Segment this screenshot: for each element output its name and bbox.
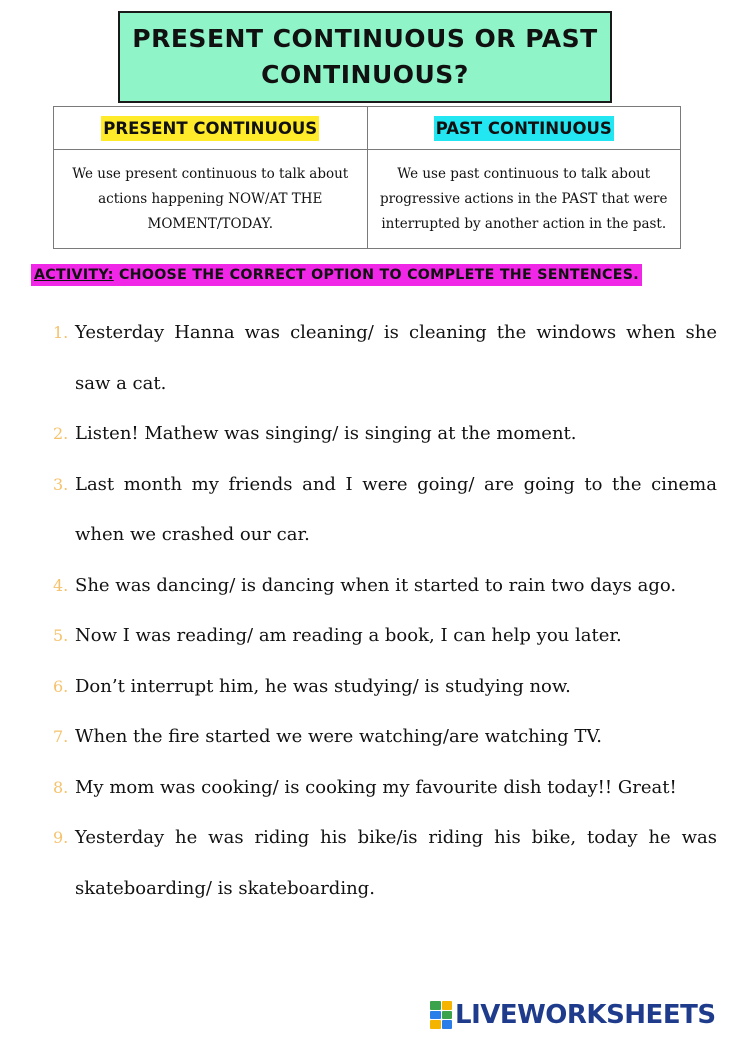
sentence-text: My mom was cooking/ is cooking my favourite dish today!! Great!: [75, 776, 677, 798]
item-number: 6.: [53, 676, 69, 696]
activity-label: ACTIVITY:: [34, 267, 114, 283]
logo-text: LIVEWORKSHEETS: [455, 1000, 716, 1030]
sentence-text: When the fire started we were watching/are watching TV.: [75, 726, 602, 747]
present-description: We use present continuous to talk about actions happening NOW/AT THE MOMENT/TODAY.: [54, 150, 368, 249]
comparison-table: [53, 106, 681, 249]
list-item: [53, 308, 717, 409]
activity-text: CHOOSE THE CORRECT OPTION TO COMPLETE THE SENTENCES.: [113, 267, 639, 283]
list-item: [53, 409, 717, 460]
comparison-body-row: [54, 150, 681, 249]
present-heading: PRESENT CONTINUOUS: [101, 116, 319, 141]
sentence-text: She was dancing/ is dancing when it started to rain two days ago.: [75, 574, 677, 596]
sentence-text: Yesterday he was riding his bike/is riding his bike, today he was skateboarding/ is skateboarding.: [75, 827, 717, 899]
list-item: [53, 611, 717, 662]
title-box: [118, 11, 612, 103]
item-number: 4.: [53, 575, 69, 595]
list-item: [53, 763, 717, 814]
sentence-text: Last month my friends and I were going/ are going to the cinema when we crashed our car.: [75, 473, 717, 545]
past-description: We use past continuous to talk about progressive actions in the PAST that were interrupted by another action in the past.: [367, 150, 681, 249]
activity-instruction: [31, 262, 701, 288]
sentence-list: [53, 308, 717, 914]
list-item: [53, 813, 717, 914]
sentence-text: Listen! Mathew was singing/ is singing at the moment.: [75, 423, 577, 444]
present-heading-cell: [54, 107, 368, 150]
sentence-text: Now I was reading/ am reading a book, I can help you later.: [75, 625, 622, 646]
item-number: 1.: [53, 323, 69, 342]
sentence-text: Yesterday Hanna was cleaning/ is cleaning the windows when she saw a cat.: [75, 322, 717, 394]
list-item: [53, 460, 717, 561]
past-heading-cell: [367, 107, 681, 150]
comparison-header-row: [54, 107, 681, 150]
liveworksheets-logo[interactable]: [430, 997, 716, 1033]
sentence-text: Don’t interrupt him, he was studying/ is studying now.: [75, 675, 571, 697]
item-number: 8.: [53, 777, 69, 797]
past-heading: PAST CONTINUOUS: [434, 116, 614, 141]
liveworksheets-logo-icon: [430, 1001, 452, 1029]
list-item: [53, 561, 717, 612]
title-line-2: CONTINUOUS?: [261, 60, 469, 89]
list-item: [53, 712, 717, 763]
item-number: 3.: [53, 474, 69, 494]
activity-highlight: [31, 264, 642, 286]
title-line-1: PRESENT CONTINUOUS OR PAST: [132, 24, 598, 53]
item-number: 2.: [53, 424, 69, 443]
item-number: 7.: [53, 727, 69, 746]
item-number: 5.: [53, 626, 69, 645]
item-number: 9.: [53, 828, 69, 847]
list-item: [53, 662, 717, 713]
